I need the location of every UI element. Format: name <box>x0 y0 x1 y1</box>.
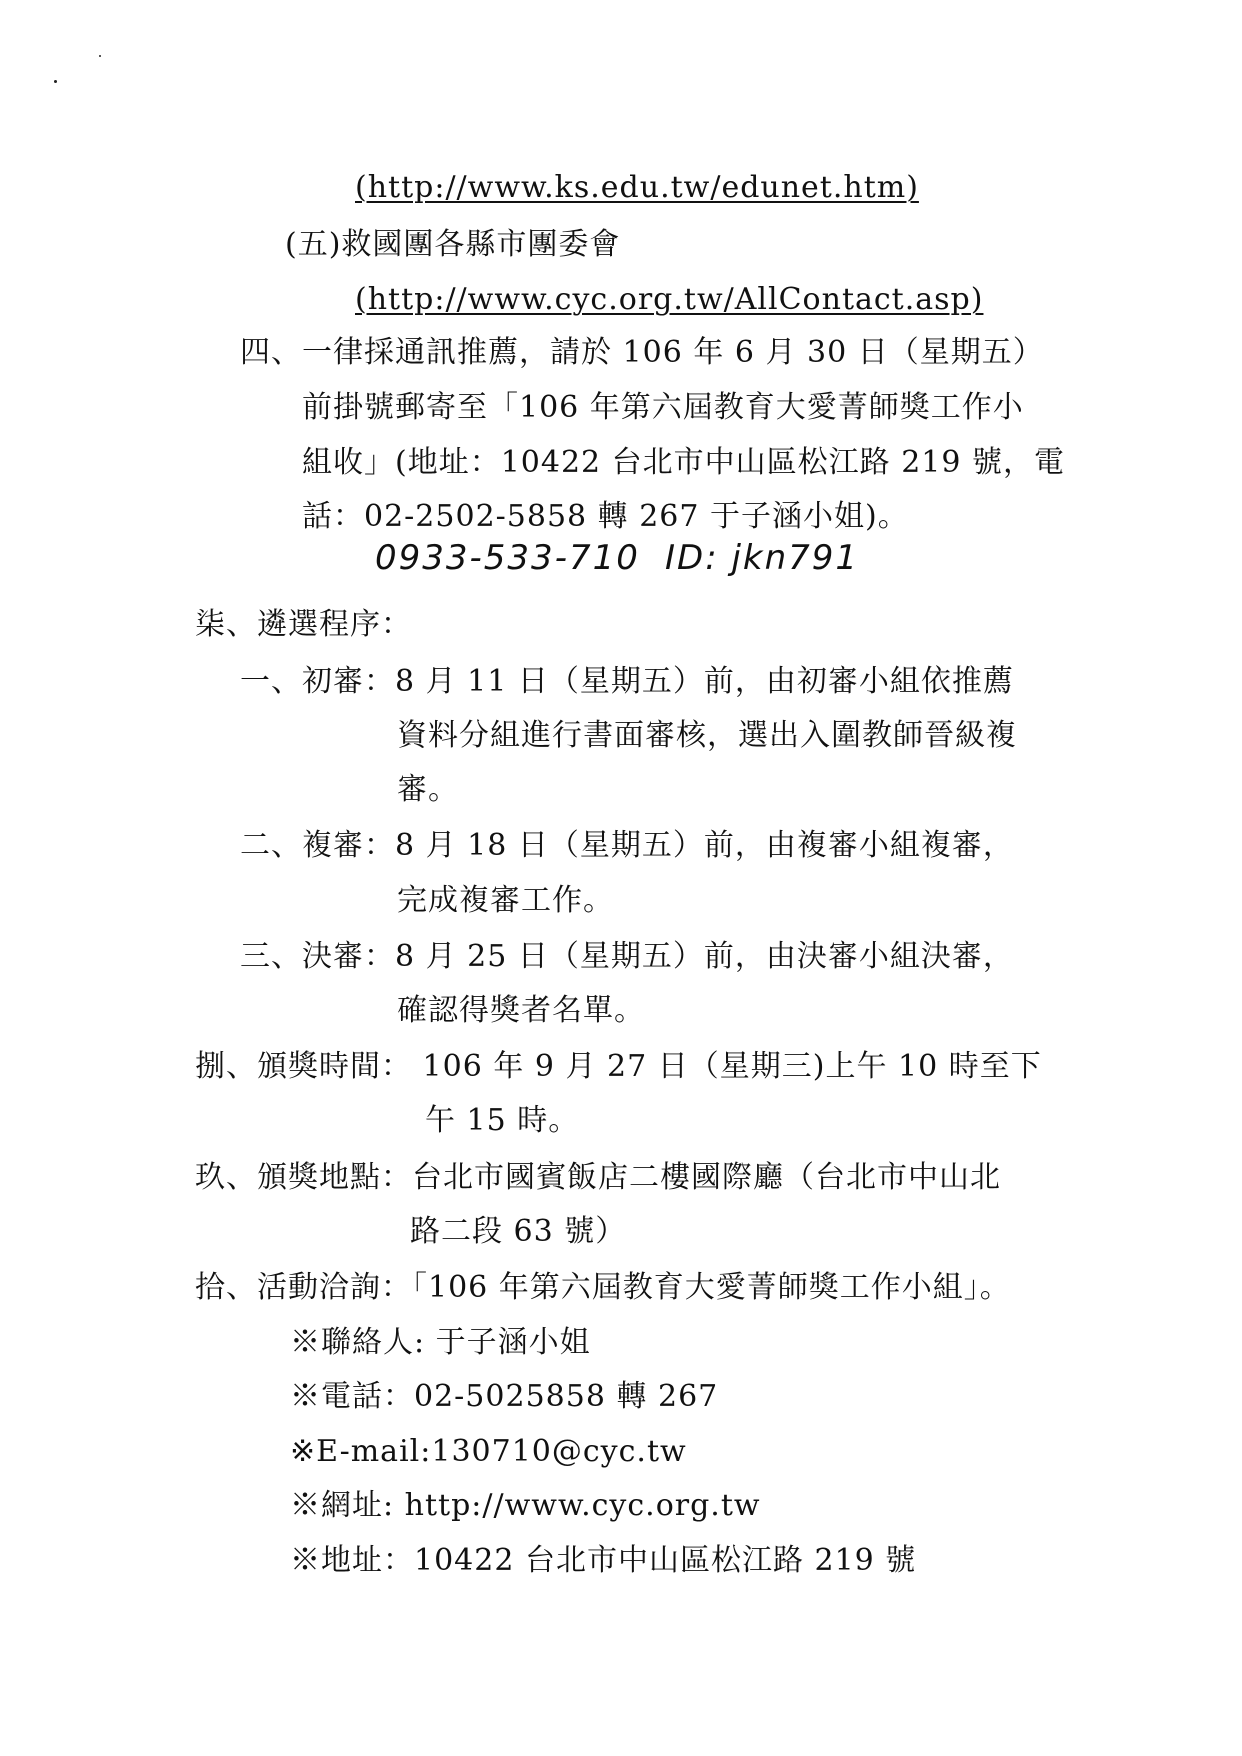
section-8-line-2: 午 15 時。 <box>425 1103 580 1138</box>
contact-email[interactable]: ※E-mail:130710@cyc.tw <box>290 1434 687 1469</box>
section-4-line-2: 前掛號郵寄至「106 年第六屆教育大愛菁師獎工作小 <box>302 390 1024 425</box>
section-7-3-line-1: 三、決審：8 月 25 日（星期五）前，由決審小組決審， <box>240 939 1014 974</box>
section-8-line-1: 捌、頒獎時間： 106 年 9 月 27 日（星期三)上午 10 時至下 <box>195 1049 1042 1084</box>
scan-speck <box>99 55 101 57</box>
section-9-line-1: 玖、頒獎地點：台北市國賓飯店二樓國際廳（台北市中山北 <box>195 1160 1001 1195</box>
section-4-line-1: 四、一律採通訊推薦，請於 106 年 6 月 30 日（星期五） <box>240 335 1044 370</box>
contact-website[interactable]: ※網址: http://www.cyc.org.tw <box>290 1488 761 1523</box>
section-9-line-2: 路二段 63 號） <box>410 1214 627 1249</box>
section-7-1-line-2: 資料分組進行書面審核，選出入圍教師晉級複 <box>397 718 1017 753</box>
section-4-line-4: 話：02-2502-5858 轉 267 于子涵小姐)。 <box>302 499 909 534</box>
section-4-line-3: 組收」(地址：10422 台北市中山區松江路 219 號，電 <box>302 445 1066 480</box>
contact-phone: ※電話：02-5025858 轉 267 <box>290 1379 719 1414</box>
scan-speck <box>54 80 57 83</box>
contact-address: ※地址：10422 台北市中山區松江路 219 號 <box>290 1543 917 1578</box>
contact-person: ※聯絡人: 于子涵小姐 <box>290 1325 591 1360</box>
section-7-1-line-1: 一、初審：8 月 11 日（星期五）前，由初審小組依推薦 <box>240 664 1014 699</box>
section-7-2-line-1: 二、複審：8 月 18 日（星期五）前，由複審小組複審， <box>240 828 1014 863</box>
section-7-2-line-2: 完成複審工作。 <box>397 883 614 918</box>
item-5-heading: (五)救國團各縣市團委會 <box>285 227 621 262</box>
section-10-line-1: 拾、活動洽詢：「106 年第六屆教育大愛菁師獎工作小組」。 <box>195 1270 1011 1305</box>
section-7-3-line-2: 確認得獎者名單。 <box>397 993 645 1028</box>
section-7-1-line-3: 審。 <box>397 772 459 807</box>
section-7-heading: 柒、遴選程序： <box>195 607 412 642</box>
handwritten-phone: 0933-533-710 <box>375 538 640 578</box>
handwritten-id: ID: jkn791 <box>665 538 860 578</box>
url-edunet[interactable]: (http://www.ks.edu.tw/edunet.htm) <box>355 170 919 205</box>
url-cyc[interactable]: (http://www.cyc.org.tw/AllContact.asp) <box>355 282 984 317</box>
